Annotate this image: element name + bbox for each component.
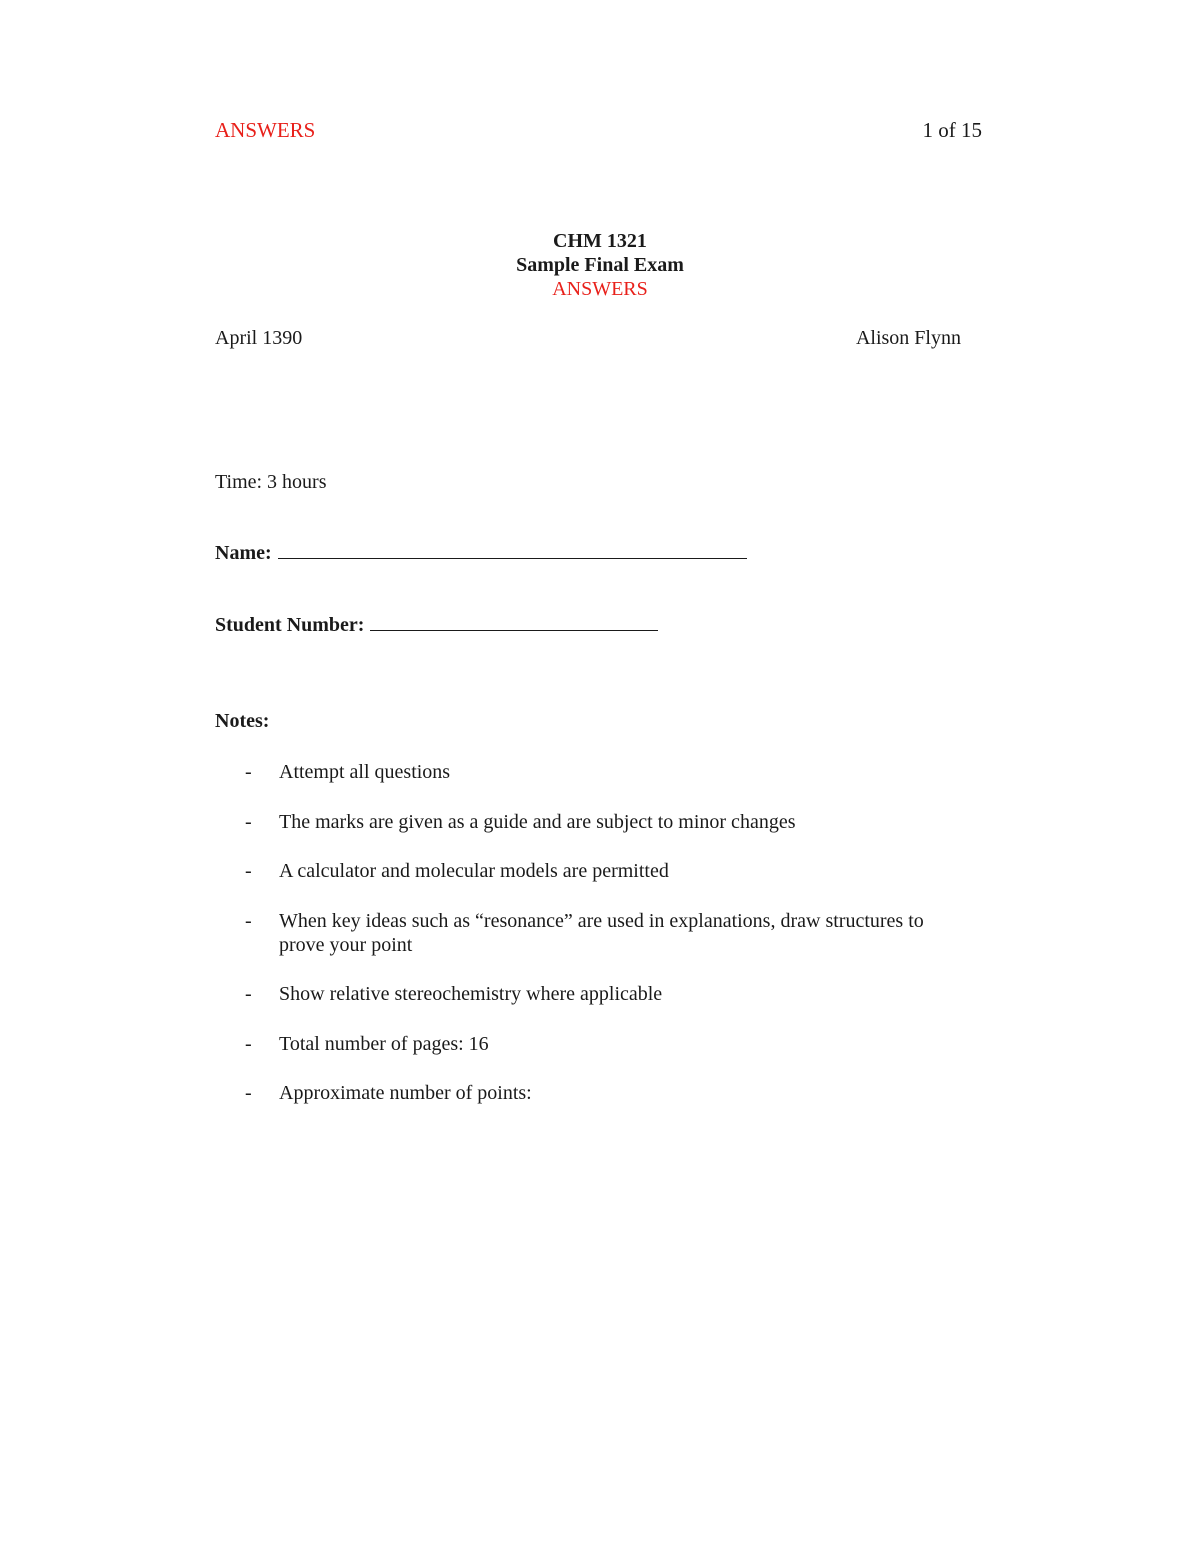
author-name: Alison Flynn [855, 327, 961, 349]
list-bullet: - [245, 761, 252, 783]
header-answers-label: ANSWERS [215, 118, 316, 142]
list-bullet: - [245, 983, 252, 1005]
exam-date: April 1390 [215, 327, 303, 349]
notes-heading: Notes: [215, 710, 270, 732]
student-number-blank-line [370, 616, 658, 631]
list-item-text: Approximate number of points: [279, 1082, 532, 1104]
name-label: Name: [215, 542, 272, 564]
title-answers: ANSWERS [552, 278, 648, 300]
list-item-text: A calculator and molecular models are permitted [279, 860, 669, 882]
list-bullet: - [245, 910, 252, 932]
student-number-label: Student Number: [215, 614, 365, 636]
exam-title: Sample Final Exam [516, 254, 684, 276]
name-field [215, 542, 747, 565]
list-bullet: - [245, 1082, 252, 1104]
list-bullet: - [245, 1033, 252, 1055]
list-item-text: Attempt all questions [279, 761, 451, 783]
title-block [0, 229, 1200, 301]
list-item-text: Total number of pages: 16 [279, 1033, 489, 1055]
list-item-text: When key ideas such as “resonance” are used in explanations, draw structures to prove your point [279, 910, 924, 956]
list-item-text: Show relative stereochemistry where applicable [279, 983, 663, 1005]
list-bullet: - [245, 860, 252, 882]
time-allowed: Time: 3 hours [215, 471, 327, 493]
name-blank-line [278, 544, 747, 559]
list-item-text: The marks are given as a guide and are subject to minor changes [279, 811, 796, 833]
student-number-field [215, 614, 658, 637]
course-code: CHM 1321 [553, 230, 647, 252]
page-number: 1 of 15 [922, 118, 982, 142]
list-bullet: - [245, 811, 252, 833]
